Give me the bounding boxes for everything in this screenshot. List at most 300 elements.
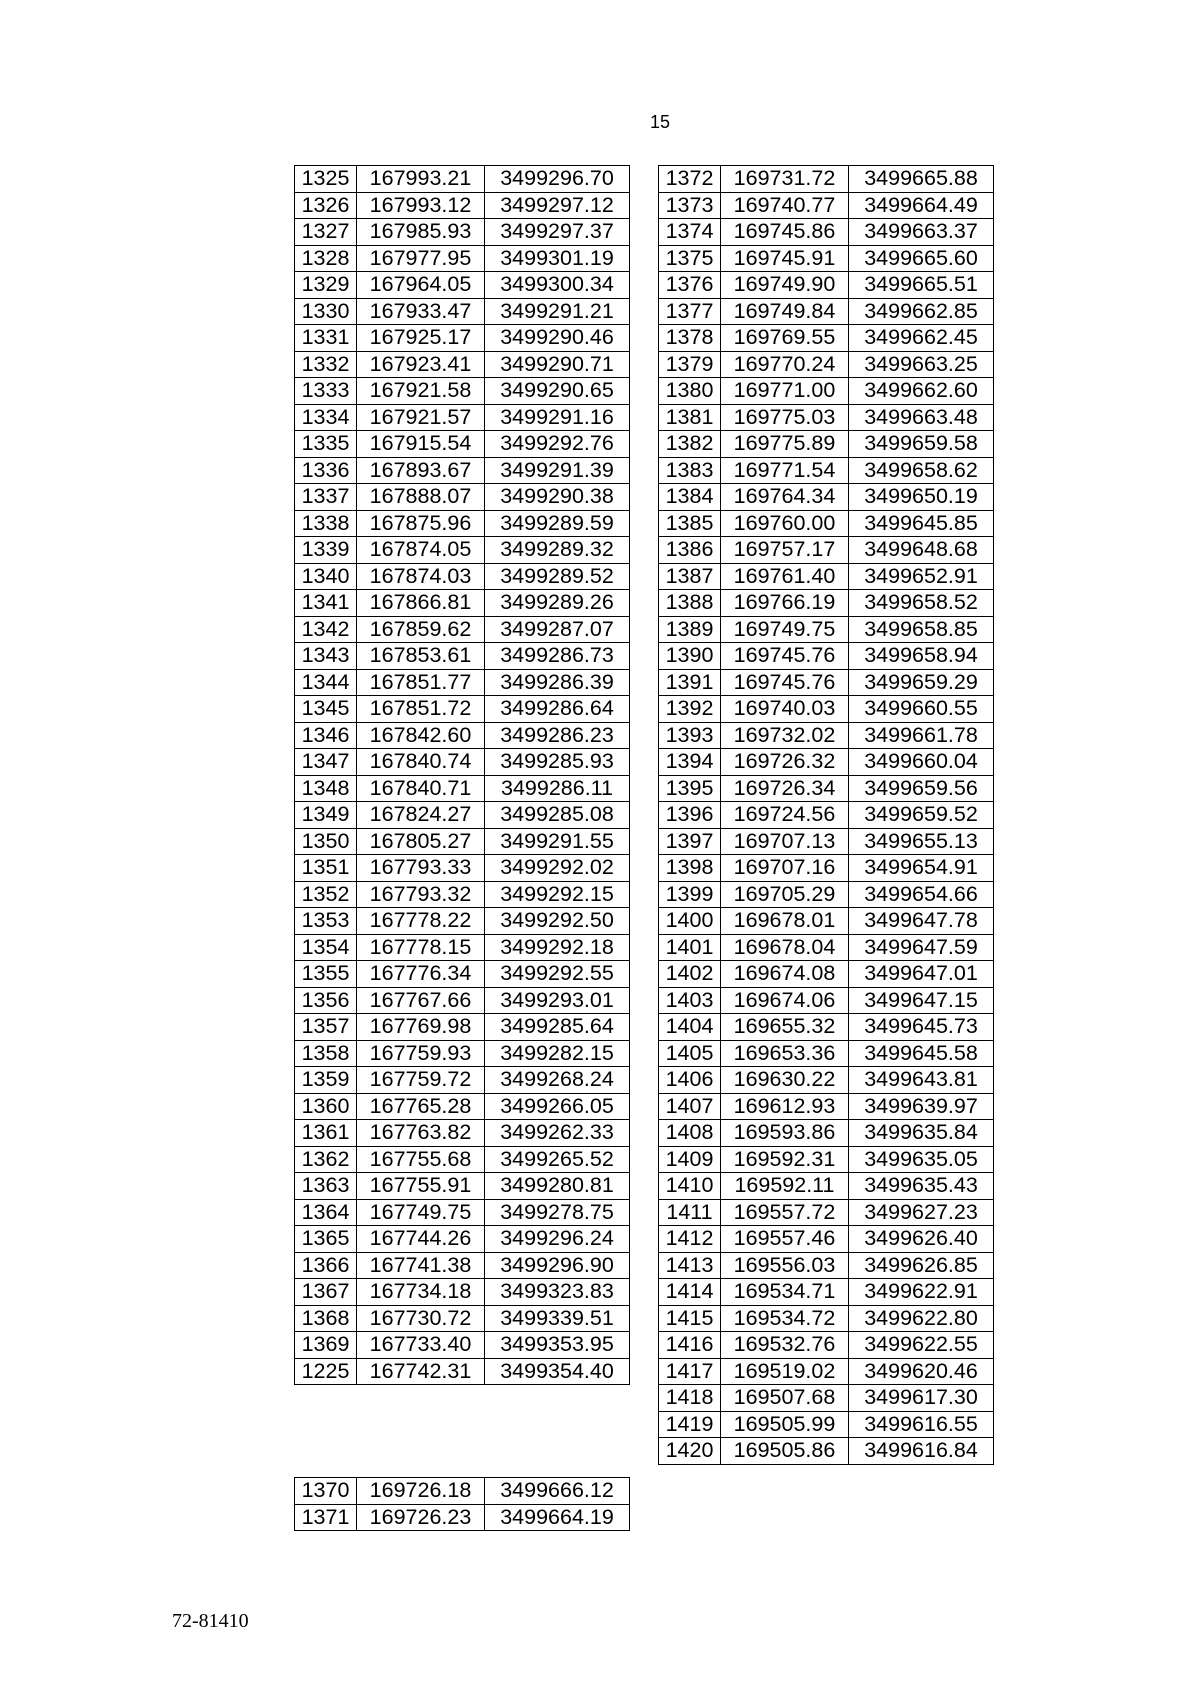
x-coordinate-cell: 167730.72 [357,1305,485,1332]
point-number-cell: 1379 [659,351,721,378]
y-coordinate-cell: 3499289.26 [485,590,630,617]
y-coordinate-cell: 3499292.76 [485,431,630,458]
x-coordinate-cell: 169519.02 [721,1358,849,1385]
y-coordinate-cell: 3499660.55 [849,696,994,723]
x-coordinate-cell: 169534.72 [721,1305,849,1332]
table-row [659,590,994,617]
x-coordinate-cell: 167759.72 [357,1067,485,1094]
y-coordinate-cell: 3499620.46 [849,1358,994,1385]
x-coordinate-cell: 167921.57 [357,404,485,431]
x-coordinate-cell: 169505.86 [721,1438,849,1465]
x-coordinate-cell: 169557.72 [721,1199,849,1226]
x-coordinate-cell: 169745.76 [721,669,849,696]
y-coordinate-cell: 3499286.23 [485,722,630,749]
table-row [659,802,994,829]
point-number-cell: 1334 [295,404,357,431]
table-row [659,855,994,882]
point-number-cell: 1397 [659,828,721,855]
point-number-cell: 1366 [295,1252,357,1279]
x-coordinate-cell: 167933.47 [357,298,485,325]
x-coordinate-cell: 167874.03 [357,563,485,590]
y-coordinate-cell: 3499626.85 [849,1252,994,1279]
table-row [295,1040,630,1067]
table-row [295,537,630,564]
y-coordinate-cell: 3499297.37 [485,219,630,246]
x-coordinate-cell: 169726.32 [721,749,849,776]
point-number-cell: 1396 [659,802,721,829]
y-coordinate-cell: 3499292.55 [485,961,630,988]
table-row [659,431,994,458]
x-coordinate-cell: 169761.40 [721,563,849,590]
y-coordinate-cell: 3499662.85 [849,298,994,325]
table-row [659,510,994,537]
point-number-cell: 1348 [295,775,357,802]
table-row [295,1478,630,1505]
point-number-cell: 1398 [659,855,721,882]
x-coordinate-cell: 169749.75 [721,616,849,643]
point-number-cell: 1332 [295,351,357,378]
point-number-cell: 1372 [659,166,721,193]
point-number-cell: 1346 [295,722,357,749]
y-coordinate-cell: 3499658.52 [849,590,994,617]
table-row [295,298,630,325]
x-coordinate-cell: 167755.68 [357,1146,485,1173]
table-row [659,1014,994,1041]
y-coordinate-cell: 3499626.40 [849,1226,994,1253]
point-number-cell: 1406 [659,1067,721,1094]
y-coordinate-cell: 3499292.02 [485,855,630,882]
table-row [295,192,630,219]
y-coordinate-cell: 3499655.13 [849,828,994,855]
table-row [659,749,994,776]
x-coordinate-cell: 169655.32 [721,1014,849,1041]
point-number-cell: 1353 [295,908,357,935]
point-number-cell: 1339 [295,537,357,564]
y-coordinate-cell: 3499645.73 [849,1014,994,1041]
table-row [295,802,630,829]
x-coordinate-cell: 169726.23 [357,1504,485,1531]
point-number-cell: 1374 [659,219,721,246]
point-number-cell: 1415 [659,1305,721,1332]
table-row [295,404,630,431]
point-number-cell: 1329 [295,272,357,299]
table-row [659,457,994,484]
table-row [659,537,994,564]
y-coordinate-cell: 3499664.49 [849,192,994,219]
point-number-cell: 1401 [659,934,721,961]
y-coordinate-cell: 3499647.15 [849,987,994,1014]
point-number-cell: 1376 [659,272,721,299]
table-row [659,669,994,696]
y-coordinate-cell: 3499635.43 [849,1173,994,1200]
y-coordinate-cell: 3499648.68 [849,537,994,564]
table-row [295,1305,630,1332]
y-coordinate-cell: 3499289.52 [485,563,630,590]
point-number-cell: 1352 [295,881,357,908]
point-number-cell: 1355 [295,961,357,988]
table-row [659,245,994,272]
y-coordinate-cell: 3499285.64 [485,1014,630,1041]
y-coordinate-cell: 3499266.05 [485,1093,630,1120]
table-row [295,1199,630,1226]
y-coordinate-cell: 3499289.32 [485,537,630,564]
x-coordinate-cell: 167840.74 [357,749,485,776]
table-row [659,643,994,670]
table-row [659,1173,994,1200]
y-coordinate-cell: 3499296.24 [485,1226,630,1253]
x-coordinate-cell: 169674.06 [721,987,849,1014]
y-coordinate-cell: 3499616.55 [849,1411,994,1438]
y-coordinate-cell: 3499661.78 [849,722,994,749]
x-coordinate-cell: 169707.16 [721,855,849,882]
x-coordinate-cell: 167842.60 [357,722,485,749]
y-coordinate-cell: 3499659.52 [849,802,994,829]
table-row [659,1305,994,1332]
x-coordinate-cell: 167993.21 [357,166,485,193]
table-row [295,616,630,643]
y-coordinate-cell: 3499282.15 [485,1040,630,1067]
table-row [295,1279,630,1306]
point-number-cell: 1364 [295,1199,357,1226]
y-coordinate-cell: 3499292.18 [485,934,630,961]
x-coordinate-cell: 169674.08 [721,961,849,988]
y-coordinate-cell: 3499291.39 [485,457,630,484]
y-coordinate-cell: 3499353.95 [485,1332,630,1359]
page-number: 15 [649,112,671,132]
point-number-cell: 1420 [659,1438,721,1465]
point-number-cell: 1381 [659,404,721,431]
point-number-cell: 1367 [295,1279,357,1306]
point-number-cell: 1412 [659,1226,721,1253]
x-coordinate-cell: 169507.68 [721,1385,849,1412]
x-coordinate-cell: 167985.93 [357,219,485,246]
x-coordinate-cell: 169770.24 [721,351,849,378]
table-row [295,325,630,352]
point-number-cell: 1333 [295,378,357,405]
y-coordinate-cell: 3499285.08 [485,802,630,829]
x-coordinate-cell: 169771.54 [721,457,849,484]
x-coordinate-cell: 167875.96 [357,510,485,537]
point-number-cell: 1378 [659,325,721,352]
x-coordinate-cell: 167859.62 [357,616,485,643]
y-coordinate-cell: 3499659.58 [849,431,994,458]
table-row [295,987,630,1014]
point-number-cell: 1402 [659,961,721,988]
y-coordinate-cell: 3499647.78 [849,908,994,935]
y-coordinate-cell: 3499662.45 [849,325,994,352]
y-coordinate-cell: 3499262.33 [485,1120,630,1147]
point-number-cell: 1387 [659,563,721,590]
point-number-cell: 1409 [659,1146,721,1173]
x-coordinate-cell: 169732.02 [721,722,849,749]
table-row [659,881,994,908]
table-row [659,1120,994,1147]
table-row [295,351,630,378]
coordinates-table-left-upper [294,165,630,1385]
x-coordinate-cell: 169769.55 [721,325,849,352]
x-coordinate-cell: 167923.41 [357,351,485,378]
y-coordinate-cell: 3499647.01 [849,961,994,988]
table-row [659,192,994,219]
table-row [659,325,994,352]
y-coordinate-cell: 3499286.64 [485,696,630,723]
table-row [295,1252,630,1279]
x-coordinate-cell: 169775.03 [721,404,849,431]
y-coordinate-cell: 3499650.19 [849,484,994,511]
point-number-cell: 1403 [659,987,721,1014]
table-row [295,219,630,246]
point-number-cell: 1365 [295,1226,357,1253]
y-coordinate-cell: 3499323.83 [485,1279,630,1306]
y-coordinate-cell: 3499289.59 [485,510,630,537]
y-coordinate-cell: 3499666.12 [485,1478,630,1505]
x-coordinate-cell: 167925.17 [357,325,485,352]
y-coordinate-cell: 3499297.12 [485,192,630,219]
x-coordinate-cell: 167767.66 [357,987,485,1014]
y-coordinate-cell: 3499290.71 [485,351,630,378]
point-number-cell: 1377 [659,298,721,325]
table-row [659,961,994,988]
point-number-cell: 1419 [659,1411,721,1438]
table-row [295,431,630,458]
point-number-cell: 1336 [295,457,357,484]
point-number-cell: 1368 [295,1305,357,1332]
x-coordinate-cell: 167851.72 [357,696,485,723]
point-number-cell: 1362 [295,1146,357,1173]
point-number-cell: 1385 [659,510,721,537]
x-coordinate-cell: 169612.93 [721,1093,849,1120]
table-row [659,1332,994,1359]
point-number-cell: 1407 [659,1093,721,1120]
y-coordinate-cell: 3499627.23 [849,1199,994,1226]
point-number-cell: 1325 [295,166,357,193]
table-row [295,272,630,299]
x-coordinate-cell: 169771.00 [721,378,849,405]
table-row [659,722,994,749]
table-row [295,908,630,935]
x-coordinate-cell: 169556.03 [721,1252,849,1279]
x-coordinate-cell: 169760.00 [721,510,849,537]
y-coordinate-cell: 3499265.52 [485,1146,630,1173]
x-coordinate-cell: 169740.03 [721,696,849,723]
table-row [295,245,630,272]
y-coordinate-cell: 3499658.94 [849,643,994,670]
point-number-cell: 1343 [295,643,357,670]
point-number-cell: 1404 [659,1014,721,1041]
x-coordinate-cell: 167805.27 [357,828,485,855]
x-coordinate-cell: 169707.13 [721,828,849,855]
table-row [659,1358,994,1385]
point-number-cell: 1225 [295,1358,357,1385]
point-number-cell: 1335 [295,431,357,458]
table-row [295,1332,630,1359]
point-number-cell: 1356 [295,987,357,1014]
y-coordinate-cell: 3499635.84 [849,1120,994,1147]
y-coordinate-cell: 3499622.55 [849,1332,994,1359]
point-number-cell: 1408 [659,1120,721,1147]
table-row [295,1067,630,1094]
x-coordinate-cell: 169705.29 [721,881,849,908]
y-coordinate-cell: 3499664.19 [485,1504,630,1531]
x-coordinate-cell: 169740.77 [721,192,849,219]
x-coordinate-cell: 167840.71 [357,775,485,802]
x-coordinate-cell: 167733.40 [357,1332,485,1359]
y-coordinate-cell: 3499293.01 [485,987,630,1014]
point-number-cell: 1342 [295,616,357,643]
x-coordinate-cell: 167866.81 [357,590,485,617]
y-coordinate-cell: 3499339.51 [485,1305,630,1332]
y-coordinate-cell: 3499639.97 [849,1093,994,1120]
table-row [659,404,994,431]
table-row [659,298,994,325]
table-row [659,166,994,193]
point-number-cell: 1359 [295,1067,357,1094]
table-row [295,1120,630,1147]
point-number-cell: 1354 [295,934,357,961]
x-coordinate-cell: 167734.18 [357,1279,485,1306]
y-coordinate-cell: 3499616.84 [849,1438,994,1465]
point-number-cell: 1340 [295,563,357,590]
table-row [659,351,994,378]
y-coordinate-cell: 3499617.30 [849,1385,994,1412]
y-coordinate-cell: 3499290.46 [485,325,630,352]
table-row [659,1226,994,1253]
table-row [659,1385,994,1412]
y-coordinate-cell: 3499647.59 [849,934,994,961]
table-row [659,1067,994,1094]
y-coordinate-cell: 3499622.80 [849,1305,994,1332]
table-row [659,1438,994,1465]
x-coordinate-cell: 167874.05 [357,537,485,564]
table-row [295,722,630,749]
x-coordinate-cell: 167778.15 [357,934,485,961]
table-row [295,643,630,670]
x-coordinate-cell: 167769.98 [357,1014,485,1041]
y-coordinate-cell: 3499354.40 [485,1358,630,1385]
y-coordinate-cell: 3499659.29 [849,669,994,696]
table-row [659,272,994,299]
x-coordinate-cell: 169593.86 [721,1120,849,1147]
y-coordinate-cell: 3499296.70 [485,166,630,193]
x-coordinate-cell: 167759.93 [357,1040,485,1067]
point-number-cell: 1337 [295,484,357,511]
y-coordinate-cell: 3499291.21 [485,298,630,325]
point-number-cell: 1413 [659,1252,721,1279]
table-row [295,1358,630,1385]
point-number-cell: 1400 [659,908,721,935]
coordinates-table-left-lower [294,1477,630,1531]
table-row [295,696,630,723]
table-row [659,1093,994,1120]
x-coordinate-cell: 167793.33 [357,855,485,882]
y-coordinate-cell: 3499280.81 [485,1173,630,1200]
x-coordinate-cell: 167763.82 [357,1120,485,1147]
y-coordinate-cell: 3499300.34 [485,272,630,299]
x-coordinate-cell: 167742.31 [357,1358,485,1385]
point-number-cell: 1326 [295,192,357,219]
table-row [295,1226,630,1253]
y-coordinate-cell: 3499652.91 [849,563,994,590]
point-number-cell: 1338 [295,510,357,537]
x-coordinate-cell: 167964.05 [357,272,485,299]
point-number-cell: 1383 [659,457,721,484]
table-row [295,1173,630,1200]
point-number-cell: 1361 [295,1120,357,1147]
point-number-cell: 1360 [295,1093,357,1120]
point-number-cell: 1405 [659,1040,721,1067]
table-row [659,378,994,405]
x-coordinate-cell: 169592.31 [721,1146,849,1173]
x-coordinate-cell: 169749.90 [721,272,849,299]
table-row [295,855,630,882]
table-row [295,881,630,908]
point-number-cell: 1414 [659,1279,721,1306]
coordinates-table-right [658,165,994,1465]
point-number-cell: 1351 [295,855,357,882]
x-coordinate-cell: 167993.12 [357,192,485,219]
x-coordinate-cell: 169757.17 [721,537,849,564]
x-coordinate-cell: 167824.27 [357,802,485,829]
x-coordinate-cell: 169678.01 [721,908,849,935]
table-row [659,616,994,643]
point-number-cell: 1390 [659,643,721,670]
y-coordinate-cell: 3499286.39 [485,669,630,696]
point-number-cell: 1369 [295,1332,357,1359]
y-coordinate-cell: 3499660.04 [849,749,994,776]
point-number-cell: 1417 [659,1358,721,1385]
x-coordinate-cell: 169592.11 [721,1173,849,1200]
point-number-cell: 1357 [295,1014,357,1041]
table-row [659,1252,994,1279]
point-number-cell: 1331 [295,325,357,352]
table-row [659,908,994,935]
y-coordinate-cell: 3499291.55 [485,828,630,855]
table-row [659,1199,994,1226]
x-coordinate-cell: 169724.56 [721,802,849,829]
x-coordinate-cell: 169766.19 [721,590,849,617]
x-coordinate-cell: 169745.76 [721,643,849,670]
y-coordinate-cell: 3499278.75 [485,1199,630,1226]
table-row [659,828,994,855]
y-coordinate-cell: 3499285.93 [485,749,630,776]
point-number-cell: 1389 [659,616,721,643]
table-row [295,166,630,193]
point-number-cell: 1371 [295,1504,357,1531]
point-number-cell: 1386 [659,537,721,564]
table-row [659,563,994,590]
x-coordinate-cell: 167977.95 [357,245,485,272]
x-coordinate-cell: 169653.36 [721,1040,849,1067]
x-coordinate-cell: 167765.28 [357,1093,485,1120]
table-row [659,219,994,246]
y-coordinate-cell: 3499663.25 [849,351,994,378]
x-coordinate-cell: 167793.32 [357,881,485,908]
y-coordinate-cell: 3499286.11 [485,775,630,802]
point-number-cell: 1410 [659,1173,721,1200]
y-coordinate-cell: 3499645.58 [849,1040,994,1067]
x-coordinate-cell: 169534.71 [721,1279,849,1306]
point-number-cell: 1358 [295,1040,357,1067]
y-coordinate-cell: 3499290.65 [485,378,630,405]
table-row [659,1146,994,1173]
point-number-cell: 1392 [659,696,721,723]
x-coordinate-cell: 169557.46 [721,1226,849,1253]
x-coordinate-cell: 169749.84 [721,298,849,325]
x-coordinate-cell: 167744.26 [357,1226,485,1253]
y-coordinate-cell: 3499663.37 [849,219,994,246]
y-coordinate-cell: 3499301.19 [485,245,630,272]
point-number-cell: 1416 [659,1332,721,1359]
